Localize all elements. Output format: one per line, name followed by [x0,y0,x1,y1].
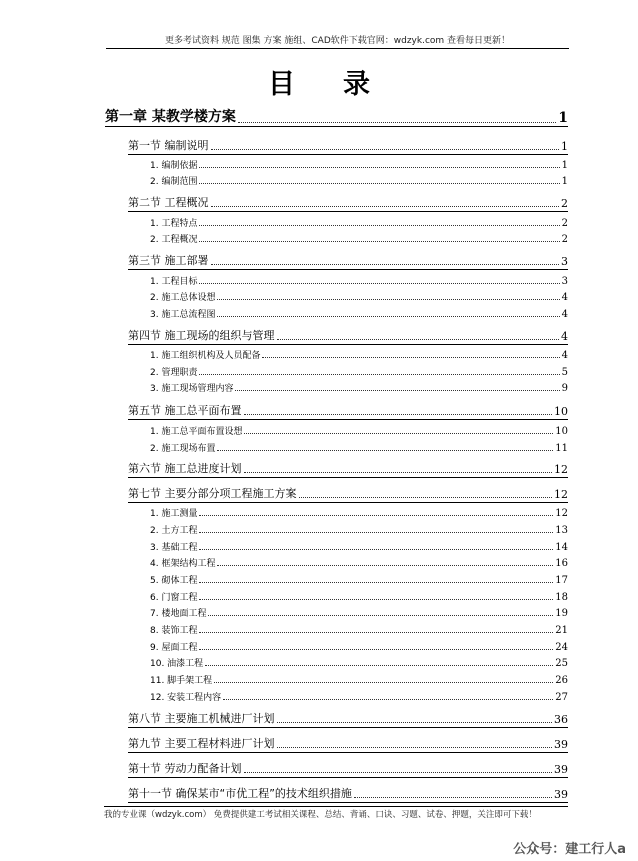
toc-section-entry[interactable] [128,785,568,801]
section-rule [128,502,568,503]
toc-subsection-entry-page: 4 [561,309,568,320]
dot-leader [199,649,553,650]
dot-leader [211,264,560,265]
toc-section-entry-label: 第六节 施工总进度计划 [128,462,242,475]
toc-section-entry-page: 39 [554,763,568,776]
toc-subsection-entry[interactable] [150,307,568,320]
toc-subsection-entry[interactable] [150,590,568,603]
toc-subsection-entry[interactable] [150,174,568,187]
toc-subsection-entry-page: 4 [561,350,568,361]
dot-leader [208,615,553,616]
toc-subsection-entry[interactable] [150,274,568,287]
toc-subsection-entry-label: 2. 工程概况 [150,235,198,245]
toc-title: 目录 [268,69,418,100]
chapter-rule [105,126,568,127]
toc-subsection-entry-label: 1. 施工总平面布置设想 [150,427,243,437]
toc-subsection-entry-page: 10 [555,426,568,437]
toc-section-entry[interactable] [128,137,568,153]
dot-leader [199,374,559,375]
toc-subsection-entry-label: 6. 门窗工程 [150,593,198,603]
dot-leader [354,797,552,798]
section-rule [128,419,568,420]
toc-section-entry-page: 2 [561,197,568,210]
dot-leader [299,497,553,498]
dot-leader [238,122,556,123]
toc-subsection-entry[interactable] [150,573,568,586]
dot-leader [244,772,553,773]
dot-leader [244,414,553,415]
toc-subsection-entry-page: 27 [555,692,568,703]
section-rule [128,344,568,345]
toc-subsection-entry-page: 13 [555,525,568,536]
section-rule [128,802,568,803]
toc-subsection-entry-label: 2. 施工现场布置 [150,444,216,454]
dot-leader [211,206,560,207]
toc-section-entry-page: 12 [554,463,568,476]
toc-subsection-entry-page: 18 [555,592,568,603]
toc-subsection-entry-page: 2 [561,218,568,229]
toc-section-entry-label: 第十一节 确保某市“市优工程”的技术组织措施 [128,787,352,800]
dot-leader [277,339,560,340]
page-header-text: 更多考试资料 规范 图集 方案 施组、CAD软件下载官网：wdzyk.com 查看每日更新！ [164,36,511,46]
toc-section-entry[interactable] [128,760,568,776]
toc-section-entry-label: 第三节 施工部署 [128,254,209,267]
dot-leader [199,549,553,550]
section-rule [128,269,568,270]
toc-section-entry-label: 第十节 劳动力配备计划 [128,762,242,775]
dot-leader [199,183,559,184]
toc-subsection-entry-label: 10. 油漆工程 [150,659,204,669]
toc-section-entry-label: 第八节 主要施工机械进厂计划 [128,712,275,725]
dot-leader [214,682,553,683]
toc-subsection-entry[interactable] [150,381,568,394]
toc-subsection-entry-page: 16 [555,558,568,569]
toc-subsection-entry-label: 2. 土方工程 [150,526,198,536]
dot-leader [199,515,553,516]
toc-subsection-entry-label: 7. 楼地面工程 [150,609,207,619]
toc-chapter-entry[interactable] [105,106,568,126]
toc-section-entry-label: 第四节 施工现场的组织与管理 [128,329,275,342]
toc-subsection-entry-page: 3 [561,276,568,287]
toc-subsection-entry[interactable] [150,158,568,171]
toc-section-entry[interactable] [128,735,568,751]
toc-subsection-entry-page: 21 [555,625,568,636]
toc-chapter-label: 第一章 某教学楼方案 [105,109,236,125]
dot-leader [235,390,559,391]
toc-subsection-entry-page: 5 [561,367,568,378]
toc-subsection-entry[interactable] [150,348,568,361]
toc-subsection-entry-label: 12. 安装工程内容 [150,693,222,703]
dot-leader [217,450,553,451]
watermark-text: 公众号：建工行人a [513,842,626,857]
toc-subsection-entry-label: 5. 砌体工程 [150,576,198,586]
toc-section-entry-label: 第五节 施工总平面布置 [128,404,242,417]
toc-section-entry-label: 第九节 主要工程材料进厂计划 [128,737,275,750]
section-rule [128,211,568,212]
dot-leader [217,299,559,300]
toc-subsection-entry-page: 25 [555,658,568,669]
dot-leader [199,632,553,633]
toc-subsection-entry-page: 1 [561,176,568,187]
dot-leader [277,747,553,748]
dot-leader [211,149,560,150]
section-rule [128,752,568,753]
toc-section-entry[interactable] [128,485,568,501]
toc-subsection-entry[interactable] [150,606,568,619]
toc-section-entry[interactable] [128,252,568,268]
toc-subsection-entry[interactable] [150,424,568,437]
toc-subsection-entry-label: 1. 工程特点 [150,219,198,229]
dot-leader [199,582,553,583]
dot-leader [199,225,559,226]
toc-section-entry[interactable] [128,710,568,726]
toc-subsection-entry[interactable] [150,441,568,454]
toc-subsection-entry-page: 9 [561,383,568,394]
toc-section-entry-page: 1 [561,140,568,153]
footer-rule [104,806,568,807]
toc-subsection-entry-label: 3. 基础工程 [150,543,198,553]
toc-subsection-entry[interactable] [150,673,568,686]
toc-subsection-entry[interactable] [150,232,568,245]
section-rule [128,154,568,155]
toc-section-entry-page: 39 [554,738,568,751]
toc-section-entry-page: 4 [561,330,568,343]
toc-subsection-entry-label: 1. 编制依据 [150,161,198,171]
toc-section-entry[interactable] [128,460,568,476]
dot-leader [199,599,553,600]
section-rule [128,727,568,728]
toc-subsection-entry[interactable] [150,506,568,519]
toc-subsection-entry-label: 4. 框架结构工程 [150,559,216,569]
toc-subsection-entry[interactable] [150,216,568,229]
toc-subsection-entry-label: 3. 施工总流程图 [150,310,216,320]
toc-subsection-entry-page: 26 [555,675,568,686]
toc-section-entry-label: 第一节 编制说明 [128,139,209,152]
toc-subsection-entry-label: 1. 工程目标 [150,277,198,287]
toc-subsection-entry-page: 2 [561,234,568,245]
toc-subsection-entry-page: 12 [555,508,568,519]
dot-leader [199,241,559,242]
toc-subsection-entry-label: 9. 屋面工程 [150,643,198,653]
dot-leader [277,722,553,723]
toc-subsection-entry-label: 11. 脚手架工程 [150,676,213,686]
toc-subsection-entry-page: 1 [561,160,568,171]
toc-subsection-entry[interactable] [150,290,568,303]
dot-leader [262,357,559,358]
toc-section-entry-page: 36 [554,713,568,726]
toc-subsection-entry-page: 4 [561,292,568,303]
dot-leader [223,699,553,700]
dot-leader [199,532,553,533]
dot-leader [244,472,553,473]
toc-subsection-entry-label: 8. 装饰工程 [150,626,198,636]
toc-subsection-entry[interactable] [150,656,568,669]
toc-subsection-entry-page: 24 [555,642,568,653]
toc-subsection-entry[interactable] [150,540,568,553]
toc-subsection-entry-label: 2. 施工总体设想 [150,293,216,303]
toc-subsection-entry-label: 1. 施工组织机构及人员配备 [150,351,261,361]
toc-section-entry-label: 第二节 工程概况 [128,196,209,209]
toc-section-entry-page: 39 [554,788,568,801]
dot-leader [199,167,559,168]
dot-leader [205,665,553,666]
toc-section-entry[interactable] [128,327,568,343]
dot-leader [217,316,559,317]
toc-subsection-entry[interactable] [150,690,568,703]
toc-subsection-entry-page: 14 [555,542,568,553]
toc-subsection-entry[interactable] [150,523,568,536]
toc-subsection-entry[interactable] [150,365,568,378]
page-footer-text: 我的专业课（wdzyk.com） 免费提供建工考试相关课程、总结、背诵、口诀、习题、试卷、押题，关注即可下载！ [104,810,537,820]
toc-subsection-entry-label: 3. 施工现场管理内容 [150,384,234,394]
toc-subsection-entry[interactable] [150,556,568,569]
toc-subsection-entry-page: 19 [555,608,568,619]
toc-subsection-entry-label: 1. 施工测量 [150,509,198,519]
dot-leader [244,433,553,434]
toc-section-entry-page: 3 [561,255,568,268]
toc-subsection-entry-page: 11 [555,443,568,454]
toc-section-entry-label: 第七节 主要分部分项工程施工方案 [128,487,297,500]
toc-subsection-entry-page: 17 [555,575,568,586]
toc-subsection-entry-label: 2. 编制范围 [150,177,198,187]
section-rule [128,477,568,478]
toc-subsection-entry-label: 2. 管理职责 [150,368,198,378]
toc-subsection-entry[interactable] [150,640,568,653]
toc-chapter-page: 1 [558,110,568,126]
toc-section-entry-page: 10 [554,405,568,418]
toc-section-entry-page: 12 [554,488,568,501]
toc-section-entry[interactable] [128,194,568,210]
toc-subsection-entry[interactable] [150,623,568,636]
toc-section-entry[interactable] [128,402,568,418]
dot-leader [199,283,559,284]
dot-leader [217,565,553,566]
section-rule [128,777,568,778]
